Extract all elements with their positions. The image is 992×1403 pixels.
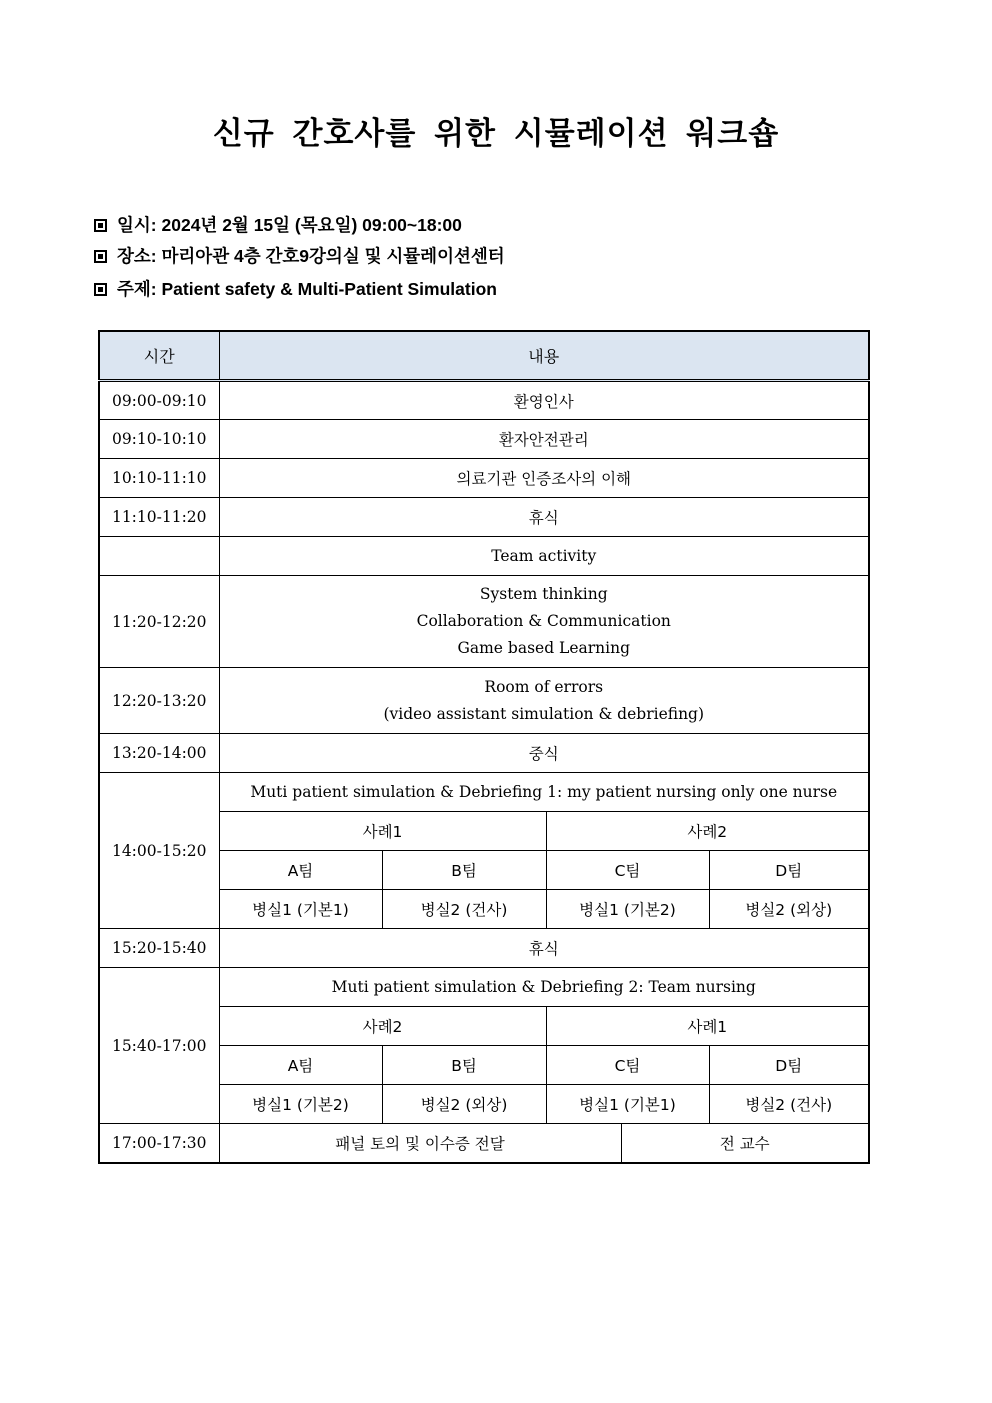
case-cell: 사례1 bbox=[546, 1007, 869, 1046]
table-header-row bbox=[99, 331, 869, 381]
sim-block-2-title: Muti patient simulation & Debriefing 2: Team nursing bbox=[219, 968, 869, 1007]
room-cell: 병실2 (건사) bbox=[382, 890, 546, 929]
table-row bbox=[99, 734, 869, 773]
closing-content: 패널 토의 및 이수증 전달 bbox=[219, 1124, 621, 1163]
square-bullet-icon bbox=[94, 283, 107, 296]
info-place-text: 장소: 마리아관 4층 간호9강의실 및 시뮬레이션센터 bbox=[117, 246, 505, 266]
sim-block-2-title-row bbox=[99, 968, 869, 1007]
room-cell: 병실1 (기본1) bbox=[219, 890, 382, 929]
row-content: 환자안전관리 bbox=[219, 420, 869, 459]
square-bullet-icon bbox=[94, 219, 107, 232]
room-cell: 병실2 (외상) bbox=[382, 1085, 546, 1124]
content-line: Collaboration & Communication bbox=[416, 612, 671, 630]
table-row bbox=[99, 537, 869, 576]
schedule-table bbox=[98, 330, 870, 1164]
row-content: 휴식 bbox=[219, 498, 869, 537]
closing-presenter: 전 교수 bbox=[621, 1124, 869, 1163]
table-row bbox=[99, 498, 869, 537]
sim-block-1-title-row bbox=[99, 773, 869, 812]
info-date-text: 일시: 2024년 2월 15일 (목요일) 09:00~18:00 bbox=[117, 215, 462, 235]
info-date bbox=[94, 212, 462, 237]
row-time: 09:00-09:10 bbox=[99, 381, 219, 420]
team-cell: A팀 bbox=[219, 851, 382, 890]
table-row bbox=[99, 459, 869, 498]
row-time: 11:20-12:20 bbox=[99, 576, 219, 668]
row-content bbox=[219, 668, 869, 734]
row-content: 중식 bbox=[219, 734, 869, 773]
table-row bbox=[99, 929, 869, 968]
page-title: 신규 간호사를 위한 시뮬레이션 워크숍 bbox=[212, 116, 780, 152]
square-bullet-icon bbox=[94, 250, 107, 263]
info-topic-text: 주제: Patient safety & Multi-Patient Simulation bbox=[117, 279, 497, 299]
team-cell: B팀 bbox=[382, 851, 546, 890]
content-line: System thinking bbox=[479, 585, 608, 603]
row-content: 휴식 bbox=[219, 929, 869, 968]
row-time: 17:00-17:30 bbox=[99, 1124, 219, 1163]
closing-row bbox=[99, 1124, 869, 1163]
row-time: 09:10-10:10 bbox=[99, 420, 219, 459]
sim-block-1-title: Muti patient simulation & Debriefing 1: my patient nursing only one nurse bbox=[219, 773, 869, 812]
row-content: Team activity bbox=[219, 537, 869, 576]
row-time: 15:20-15:40 bbox=[99, 929, 219, 968]
team-cell: A팀 bbox=[219, 1046, 382, 1085]
case-cell: 사례1 bbox=[219, 812, 546, 851]
table-row bbox=[99, 381, 869, 420]
content-line: Game based Learning bbox=[457, 639, 631, 657]
room-cell: 병실2 (외상) bbox=[709, 890, 869, 929]
room-cell: 병실2 (건사) bbox=[709, 1085, 869, 1124]
sim-block-2-time: 15:40-17:00 bbox=[99, 968, 219, 1124]
team-cell: C팀 bbox=[546, 1046, 709, 1085]
row-content: 환영인사 bbox=[219, 381, 869, 420]
row-time: 11:10-11:20 bbox=[99, 498, 219, 537]
team-cell: B팀 bbox=[382, 1046, 546, 1085]
row-content: 의료기관 인증조사의 이해 bbox=[219, 459, 869, 498]
header-time: 시간 bbox=[99, 331, 219, 381]
table-row bbox=[99, 420, 869, 459]
case-cell: 사례2 bbox=[546, 812, 869, 851]
room-cell: 병실1 (기본2) bbox=[219, 1085, 382, 1124]
header-content: 내용 bbox=[219, 331, 869, 381]
team-cell: C팀 bbox=[546, 851, 709, 890]
content-line: (video assistant simulation & debriefing) bbox=[383, 704, 705, 723]
row-time: 13:20-14:00 bbox=[99, 734, 219, 773]
team-cell: D팀 bbox=[709, 1046, 869, 1085]
table-row bbox=[99, 576, 869, 668]
info-place bbox=[94, 243, 505, 268]
sim-block-1-time: 14:00-15:20 bbox=[99, 773, 219, 929]
row-time: 12:20-13:20 bbox=[99, 668, 219, 734]
row-time bbox=[99, 537, 219, 576]
info-topic bbox=[94, 276, 497, 301]
row-content bbox=[219, 576, 869, 668]
table-row bbox=[99, 668, 869, 734]
room-cell: 병실1 (기본2) bbox=[546, 890, 709, 929]
room-cell: 병실1 (기본1) bbox=[546, 1085, 709, 1124]
content-line: Room of errors bbox=[484, 677, 604, 696]
team-cell: D팀 bbox=[709, 851, 869, 890]
case-cell: 사례2 bbox=[219, 1007, 546, 1046]
row-time: 10:10-11:10 bbox=[99, 459, 219, 498]
